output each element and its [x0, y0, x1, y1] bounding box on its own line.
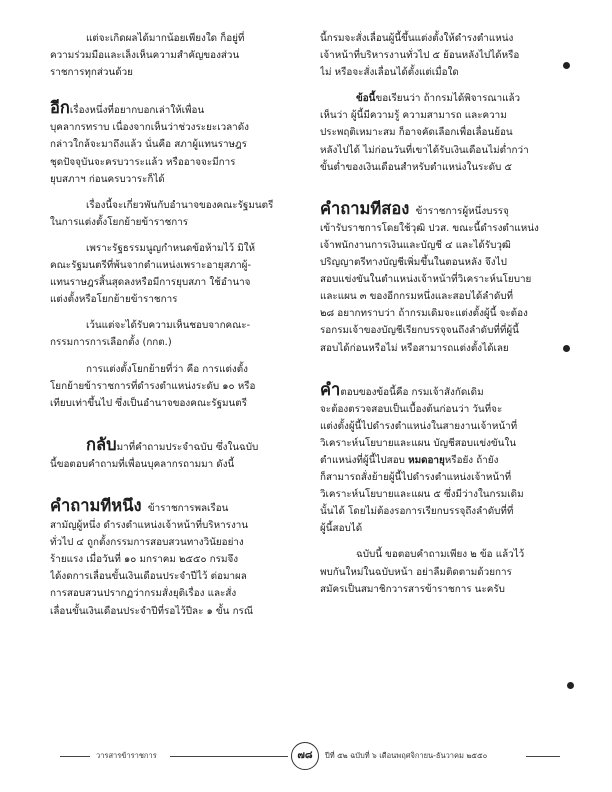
paragraph-constitution	[50, 240, 304, 308]
text-line: หลังไปได้ ไม่ก่อนวันที่เขาได้รับเงินเดือนไม่ต่ำกว่า	[320, 144, 529, 156]
text-line	[320, 90, 563, 107]
paragraph-back-to-questions	[50, 436, 304, 473]
paragraph-answer-two	[320, 381, 563, 538]
text-line: วิเคราะห์นโยบายและแผน บัญชีสอบแข่งขันใน	[320, 437, 517, 449]
text-line: ได้งดการเลื่อนขั้นเงินเดือนประจำปีไว้ ต่อมาผล	[50, 571, 247, 583]
text-run: หรือยัง ถ้ายัง	[444, 454, 499, 466]
text-line: ขั้นต่ำของเงินเดือนสำหรับตำแหน่งในระดับ ๕	[320, 161, 512, 173]
text-line: แต่จะเกิดผลได้มากน้อยเพียงใด ก็อยู่ที่	[86, 33, 245, 44]
text-line: ก็สามารถสั่งย้ายผู้นี้ไปดำรงตำแหน่งเจ้าหน้าที่	[320, 472, 512, 484]
text-line: แทนราษฎรสิ้นสุดลงหรือมีการยุบสภา ใช้อำนาจ	[50, 277, 251, 289]
left-column	[50, 30, 304, 620]
paragraph-another-topic	[50, 99, 304, 187]
page-footer	[0, 740, 612, 770]
text-line: แต่งตั้งผู้นี้ไปดำรงตำแหน่งในสายงานเจ้าหน้าที่	[320, 420, 518, 432]
drop-heading: อีก	[50, 99, 70, 118]
page-number: ๗๘	[291, 742, 319, 770]
text-line: เจ้าพนักงานการเงินและบัญชี ๔ และได้รับวุฒิ	[320, 239, 511, 251]
issue-info: ปีที่ ๕๒ ฉบับที่ ๖ เดือนพฤศจิกายน-ธันวาคม ๒๕๕๐	[325, 751, 488, 760]
text-run: เรื่องหนึ่งที่อยากบอกเล่าให้เพื่อน	[69, 105, 205, 117]
text-line: เว้นแต่จะได้รับความเห็นชอบจากคณะ-	[86, 320, 251, 332]
text-run: ขอเรียนว่า ถ้ากรมได้พิจารณาแล้ว	[375, 93, 521, 105]
answer-lead: ข้อนี้	[356, 93, 376, 105]
text-run: ข้าราชการพลเรือน	[147, 502, 229, 514]
text-run: มาที่คำถามประจำฉบับ ซึ่งในฉบับ	[116, 441, 259, 453]
text-line: ไม่ หรือจะสั่งเลื่อนได้ตั้งแต่เมื่อใด	[320, 67, 459, 79]
text-run: ตอบของข้อนี้คือ กรมเจ้าสังกัดเดิม	[340, 386, 484, 398]
text-line: กล่าวใกล้จะมาถึงแล้ว นั่นคือ สภาผู้แทนราษฎร	[50, 139, 247, 151]
text-line	[50, 99, 304, 119]
text-line	[320, 200, 563, 220]
text-line: นี้กรมจะสั่งเลื่อนผู้นี้ขึ้นแต่งตั้งให้ดำรงตำแหน่ง	[320, 33, 514, 44]
text-line: ฉบับนี้ ขอตอบคำถามเพียง ๒ ข้อ แล้วไว้	[356, 549, 525, 561]
text-line: รอกรมเจ้าของบัญชีเรียกบรรจุจนถึงลำดับที่ที่ผู้นี้	[320, 325, 519, 337]
text-line: ผู้นี้สอบได้	[320, 523, 363, 535]
text-line: ชุดปัจจุบันจะครบวาระแล้ว หรืออาจจะมีการ	[50, 156, 236, 168]
text-line: นั้นได้ โดยไม่ต้องรอการเรียกบรรจุถึงลำดับที่ที่	[320, 506, 514, 518]
text-line: สามัญผู้หนึ่ง ดำรงตำแหน่งเจ้าหน้าที่บริหารงาน	[50, 520, 249, 532]
paragraph-question-one	[50, 497, 304, 620]
text-line	[50, 436, 304, 456]
text-line: บุคลากรทราบ เนื่องจากเห็นว่าช่วงระยะเวลาดัง	[50, 122, 249, 134]
text-line: แต่งตั้งหรือโยกย้ายข้าราชการ	[50, 294, 178, 306]
text-line: คณะรัฐมนตรีที่พ้นจากตำแหน่งเพราะอายุสภาผู้-	[50, 260, 252, 272]
text-line: ประพฤติเหมาะสม ก็อาจคัดเลือกเพื่อเลื่อนย้อน	[320, 127, 513, 139]
text-line: สมัครเป็นสมาชิกวารสารข้าราชการ นะครับ	[320, 583, 505, 595]
footer-rule	[170, 756, 288, 757]
drop-heading: กลับ	[86, 435, 117, 454]
text-line: เพราะรัฐธรรมนูญกำหนดข้อห้ามไว้ มิให้	[86, 242, 256, 254]
footer-rule	[526, 756, 560, 757]
paragraph-intro	[50, 30, 304, 81]
text-line: การสอบสวนปรากฏว่ากรมสั่งยุติเรื่อง และสั่ง	[50, 588, 237, 600]
right-column	[320, 30, 563, 598]
text-line: เทียบเท่าขึ้นไป ซึ่งเป็นอำนาจของคณะรัฐมนตรี	[50, 397, 248, 409]
footer-rule	[60, 756, 90, 757]
paragraph-question-one-cont	[320, 30, 563, 81]
text-line: ราชการทุกส่วนด้วย	[50, 67, 133, 79]
binder-hole-mark	[567, 682, 574, 689]
drop-heading: คำ	[320, 380, 341, 399]
text-line: ยุบสภาฯ ก่อนครบวาระก็ได้	[50, 173, 165, 185]
paragraph-election-commission	[50, 317, 304, 351]
text-line: ในการแต่งตั้งโยกย้ายข้าราชการ	[50, 216, 189, 228]
text-line: เลื่อนขั้นเงินเดือนประจำปีที่รอไว้ปีละ ๑ ขั้น กรณี	[50, 605, 254, 617]
text-run: ข้าราชการผู้หนึ่งบรรจุ	[415, 205, 509, 217]
paragraph-question-two	[320, 200, 563, 357]
question-one-heading: คำถามที่หนึ่ง	[50, 496, 142, 515]
text-line: ความร่วมมือและเล็งเห็นความสำคัญของส่วน	[50, 50, 240, 62]
paragraph-appointment	[50, 361, 304, 412]
text-line: เจ้าหน้าที่บริหารงานทั่วไป ๕ ย้อนหลังไปได้หรือ	[320, 50, 520, 62]
text-line: การแต่งตั้งโยกย้ายที่ว่า คือ การแต่งตั้ง	[86, 363, 248, 375]
text-line: ๒๘ อยากทราบว่า ถ้ากรมเดิมจะแต่งตั้งผู้นี้ จะต้อง	[320, 308, 528, 320]
text-line	[320, 452, 563, 469]
text-line: ปริญญาตรีทางบัญชีเพิ่มขึ้นในตอนหลัง จึงไป	[320, 257, 507, 269]
question-two-heading: คำถามที่สอง	[320, 199, 410, 218]
binder-hole-mark	[563, 345, 570, 352]
text-line: และแผน ๓ ของอีกกรมหนึ่งและสอบได้ลำดับที่	[320, 291, 514, 303]
text-line	[320, 381, 563, 401]
binder-hole-mark	[563, 62, 570, 69]
text-line: กรรมการการเลือกตั้ง (กกต.)	[50, 337, 172, 349]
text-line: ทั่วไป ๔ ถูกตั้งกรรมการสอบสวนทางวินัยอย่าง	[50, 537, 244, 549]
text-line: โยกย้ายข้าราชการที่ดำรงตำแหน่งระดับ ๑๐ หรือ	[50, 380, 256, 392]
text-line: ร้ายแรง เมื่อวันที่ ๑๐ มกราคม ๒๕๕๐ กรมจึง	[50, 554, 239, 566]
text-line: เข้ารับราชการโดยใช้วุฒิ ปวส. ขณะนี้ดำรงตำแหน่ง	[320, 222, 539, 234]
paragraph-cabinet-power	[50, 197, 304, 231]
text-line: สอบแข่งขันในตำแหน่งเจ้าหน้าที่วิเคราะห์นโยบาย	[320, 274, 532, 286]
text-line: วิเคราะห์นโยบายและแผน ๕ ซึ่งมีว่างในกรมเดิม	[320, 489, 524, 501]
text-line: นี้ขอตอบคำถามที่เพื่อนบุคลากรถามมา ดังนี้	[50, 458, 235, 470]
magazine-name: วารสารข้าราชการ	[96, 751, 157, 760]
text-line: พบกันใหม่ในฉบับหน้า อย่าลืมติดตามด้วยการ	[320, 566, 512, 578]
text-line: เห็นว่า ผู้นี้มีความรู้ ความสามารถ และความ	[320, 110, 507, 122]
expired-emphasis: หมดอายุ	[408, 454, 445, 466]
text-line: สอบได้ก่อนหรือไม่ หรือสามารถแต่งตั้งได้เลย	[320, 342, 509, 354]
paragraph-closing	[320, 546, 563, 597]
text-run: ตำแหน่งที่ผู้นี้ไปสอบ	[320, 454, 405, 466]
text-line: เรื่องนี้จะเกี่ยวพันกับอำนาจของคณะรัฐมนตรี	[86, 199, 274, 211]
text-line: จะต้องตรวจสอบเป็นเบื้องต้นก่อนว่า วันที่จะ	[320, 403, 503, 415]
paragraph-answer-one	[320, 90, 563, 175]
text-line	[50, 497, 304, 517]
